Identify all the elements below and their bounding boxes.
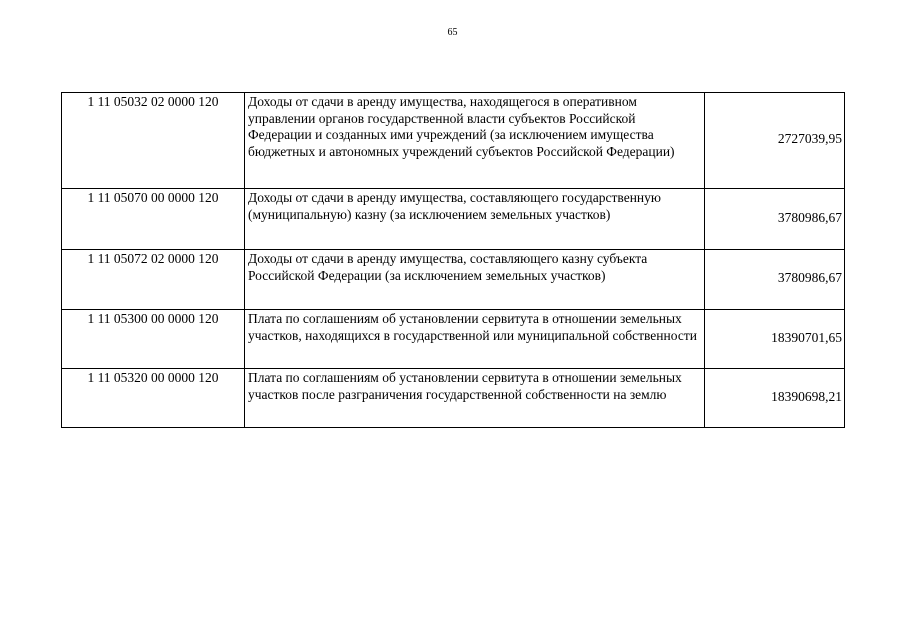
amount-cell: 3780986,67 (705, 189, 845, 250)
revenue-name-cell: Плата по соглашениям об установлении сервитута в отношении земельных участков, находящихся в государственной или муниципальной собственности (245, 310, 705, 369)
table-row (62, 189, 845, 250)
revenue-name-cell: Плата по соглашениям об установлении сервитута в отношении земельных участков после разграничения государственной собственности на землю (245, 369, 705, 428)
amount-cell: 18390698,21 (705, 369, 845, 428)
revenue-name-cell: Доходы от сдачи в аренду имущества, составляющего казну субъекта Российской Федерации (за исключением земельных участков) (245, 250, 705, 310)
amount-cell: 18390701,65 (705, 310, 845, 369)
revenue-table-body (62, 93, 845, 428)
budget-code-cell: 1 11 05072 02 0000 120 (62, 250, 245, 310)
revenue-name-cell: Доходы от сдачи в аренду имущества, составляющего государственную (муниципальную) казну (за исключением земельных участков) (245, 189, 705, 250)
table-row (62, 250, 845, 310)
revenue-name-cell: Доходы от сдачи в аренду имущества, находящегося в оперативном управлении органов государственной власти субъектов Российской Федерации и созданных ими учреждений (за исключением имущества бюджетных и автономных учреждений субъектов Российской Федерации) (245, 93, 705, 189)
page-number: 65 (447, 27, 458, 38)
table-row (62, 369, 845, 428)
revenue-table (61, 92, 845, 428)
table-row (62, 310, 845, 369)
budget-code-cell: 1 11 05300 00 0000 120 (62, 310, 245, 369)
amount-cell: 2727039,95 (705, 93, 845, 189)
budget-code-cell: 1 11 05320 00 0000 120 (62, 369, 245, 428)
budget-code-cell: 1 11 05032 02 0000 120 (62, 93, 245, 189)
table-row (62, 93, 845, 189)
budget-code-cell: 1 11 05070 00 0000 120 (62, 189, 245, 250)
amount-cell: 3780986,67 (705, 250, 845, 310)
